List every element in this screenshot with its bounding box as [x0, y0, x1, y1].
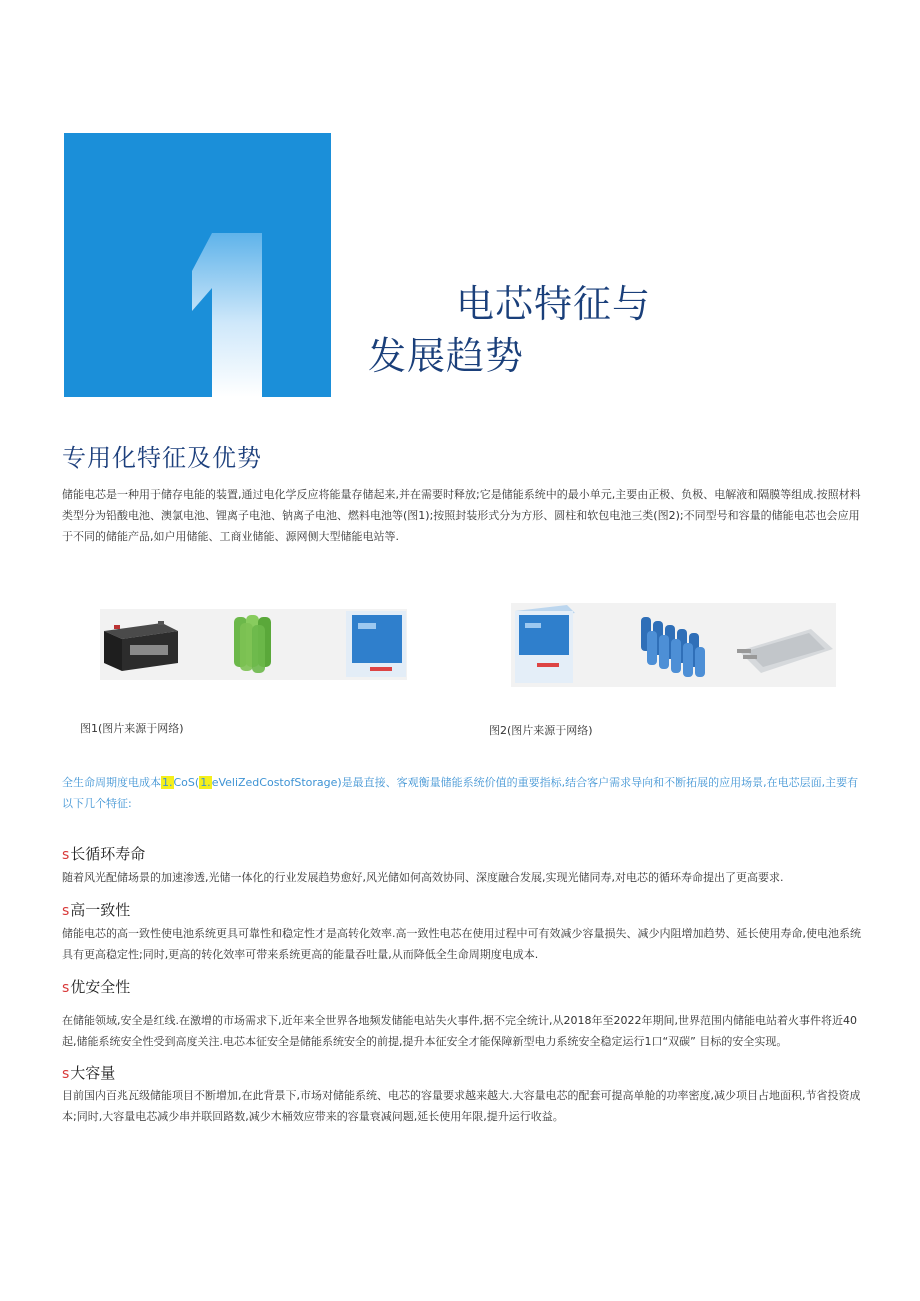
feature-bullet: s: [62, 1066, 70, 1082]
lcos-highlight-1: 1.: [162, 776, 173, 789]
chapter-title: [368, 278, 698, 382]
figure-2-packaging-types: [511, 603, 836, 687]
lcos-part2: CoS(: [173, 776, 200, 789]
figure-1-caption: 图1(图片来源于网络): [80, 722, 184, 735]
lcos-part1: 全生命周期度电成本: [62, 776, 161, 789]
lcos-paragraph: [62, 772, 862, 814]
chapter-number-graphic: [64, 133, 331, 397]
feature-text-cycle-life: 随着风光配储场景的加速渗透,光储一体化的行业发展趋势愈好,风光储如何高效协同、深度融合发展,实现光储同寿,对电芯的循环寿命提出了更高要求.: [62, 871, 784, 884]
intro-paragraph: 储能电芯是一种用于储存电能的装置,通过电化学反应将能量存储起来,并在需要时释放;它是储能系统中的最小单元,主要由正极、负极、电解液和隔膜等组成.按照材料类型分为铅酸电池、澳氯电池、锂离子电池、钠离子电池、燃料电池等(图1);按照封装形式分为方形、圆柱和软包电池三类(图2);不同型号和容量的储能电芯也会应用于不同的储能产品,如户用储能、工商业储能、源网侧大型储能电站等.: [62, 488, 861, 543]
feature-heading-consistency: [62, 899, 130, 920]
figure-1-battery-types: [100, 609, 407, 680]
feature-title: 优安全性: [70, 978, 131, 996]
chapter-title-line1: 电芯特征与: [456, 282, 652, 326]
feature-text-capacity: 目前国内百兆瓦级储能项目不断增加,在此背景下,市场对储能系统、电芯的容量要求越来越大.大容量电芯的配套可提高单舱的功率密度,减少项目占地面积,节省投资成本;同时,大容量电芯减少串并联回路数,减少木桶效应带来的容量衰减问题,延长使用年限,提升运行收益。: [62, 1089, 861, 1123]
lcos-part3: eVeliZedCostofStorage)是最直接、客观衡量储能系统价值的重要指标,结合客户需求导向和不断拓展的应用场景,在电芯层面,主要有以下几个特征:: [62, 776, 859, 810]
feature-title: 高一致性: [70, 901, 131, 919]
feature-heading-capacity: [62, 1062, 115, 1083]
feature-title: 大容量: [70, 1064, 116, 1082]
lcos-highlight-2: 1.: [200, 776, 211, 789]
feature-text-consistency: 储能电芯的高一致性使电池系统更具可靠性和稳定性才是高转化效率.高一致性电芯在使用过程中可有效减少容量损失、减少内阻增加趋势、延长使用寿命,使电池系统具有更高稳定性;同时,更高的转化效率可带来系统更高的能量吞吐量,从而降低全生命周期度电成本.: [62, 927, 861, 961]
figure-2-caption: 图2(图片来源于网络): [489, 724, 593, 737]
chapter-number-block: [64, 133, 331, 397]
feature-text-safety: 在储能领域,安全是红线.在激增的市场需求下,近年来全世界各地频发储能电站失火事件,据不完全统计,从2018年至2022年期间,世界范围内储能电站着火事件将近40起,储能系统安全性受到高度关注.电芯本征安全是储能系统安全的前提,提升本征安全才能保障新型电力系统安全稳定运行1口“双碳” 目标的安全实现。: [62, 1014, 857, 1048]
feature-bullet: s: [62, 847, 70, 863]
section-heading: 专用化特征及优势: [62, 444, 262, 472]
feature-heading-cycle-life: [62, 843, 145, 864]
feature-title: 长循环寿命: [70, 845, 146, 863]
feature-bullet: s: [62, 903, 70, 919]
feature-heading-safety: [62, 976, 130, 997]
feature-bullet: s: [62, 980, 70, 996]
packaging-types-illustration: [511, 603, 836, 687]
battery-types-illustration: [100, 609, 407, 680]
chapter-title-line2: 发展趋势: [368, 334, 525, 378]
